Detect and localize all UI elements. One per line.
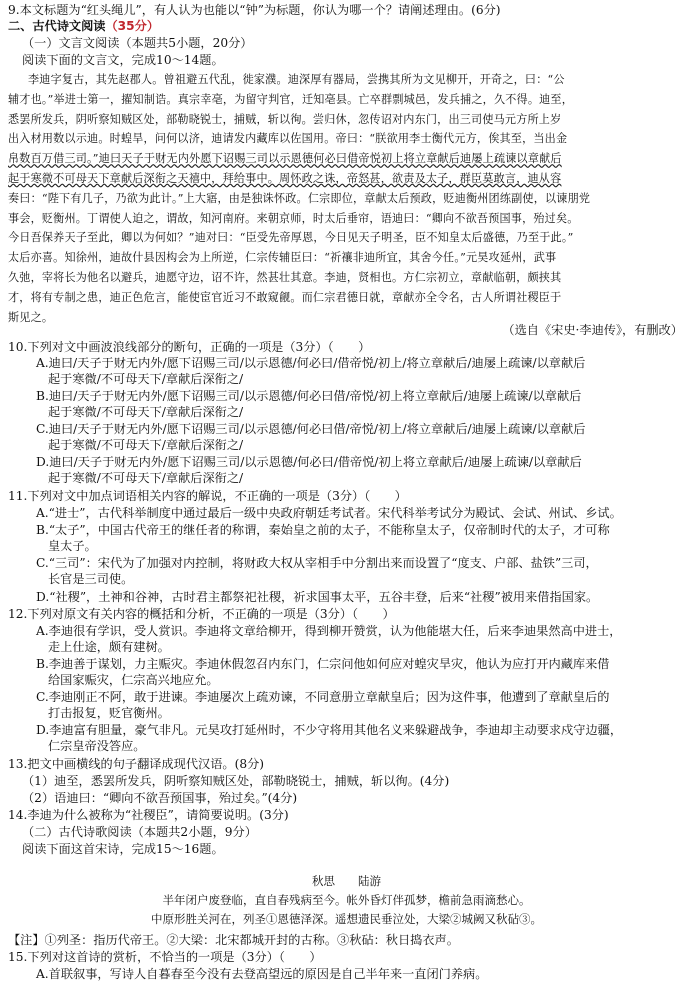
q13-item-1: （1）迪至，悉罢所发兵，阴听察知贼区处，部勒晓锐士，捕贼，斩以徇。(4分) xyxy=(22,774,450,788)
q10-option-d-cont: 起于寒微/不可母天下/章献后深衔之/ xyxy=(48,471,244,485)
q12-option-b[interactable]: B.李迪善于谋划，力主赈灾。李迪休假忽召内东门，仁宗问他如何应对蝗灾旱灾，他认为应打开内藏库来借 xyxy=(36,657,610,671)
q11-option-c[interactable]: C.“三司”：宋代为了加强对内控制，将财政大权从宰相手中分割出来而设置了“度支、户部、盐铁”三司， xyxy=(36,556,598,570)
section-heading-classical: 二、古代诗文阅读（35分） xyxy=(8,19,160,33)
passage-line-wavy: 起于寒微不可母天下章献后深衔之天禧中，拜给事中。周怀政之诛，帝怒甚，欲责及太子，群臣莫敢言，迪从容 xyxy=(8,171,562,185)
q12-option-d-cont: 仁宗皇帝没答应。 xyxy=(48,739,146,753)
q11-option-b[interactable]: B.“太子”，中国古代帝王的继任者的称谓，秦始皇之前的太子，不能称皇太子，仅帝制时代的太子，才可称 xyxy=(36,523,610,537)
question-9: 9.本文标题为“红头绳儿”，有人认为也能以“钟”为标题，你认为哪一个？请阐述理由。(6分) xyxy=(8,3,501,17)
passage-line: 奏曰：“陛下有几子，乃欲为此计。”上大寤，由是独诛怀政。仁宗即位，章献太后预政，贬迪衡州团练副使，以谏朋党 xyxy=(8,191,591,205)
q12-option-a[interactable]: A.李迪很有学识，受人赏识。李迪将文章给柳开，得到柳开赞赏，认为他能堪大任，后来李迪果然高中进士， xyxy=(36,624,622,638)
q11-option-a[interactable]: A.“进士”，古代科举制度中通过最后一级中央政府朝廷考试者。宋代科举考试分为殿试、会试、州试、乡试。 xyxy=(36,506,622,520)
poem-line-1: 半年闭户废登临，直自春残病至今。帐外昏灯伴孤梦，檐前急雨滴愁心。 xyxy=(162,893,531,907)
passage-line: 今日吾保养天子至此，卿以为何如？”迪对曰：“臣受先帝厚恩，今日见天子明圣，臣不知皇太后盛德，乃至于此。” xyxy=(8,231,574,245)
question-15: 15.下列对这首诗的赏析，不恰当的一项是（3分）（ ） xyxy=(8,950,322,964)
q13-item-2: （2）语迪曰：“卿向不欲吾预国事，殆过矣。”(4分) xyxy=(22,791,298,805)
passage-line: 太后亦喜。知徐州，迪故什县因构会为上所逆，仁宗传辅臣曰：“祈禳非迪所宜，其舍今任。”元昊攻延州，武事 xyxy=(8,251,557,265)
q10-option-b-cont: 起于寒微/不可母天下/章献后深衔之/ xyxy=(48,405,244,419)
q10-option-d[interactable]: D.迪曰/天子于财无内外/愿下诏赐三司/以示恩德/何必曰/借帝悦/初上将立章献后/迪屡上疏谏/以章献后 xyxy=(36,455,582,469)
question-11: 11.下列对文中加点词语相关内容的解说，不正确的一项是（3分）（ ） xyxy=(8,489,407,503)
section-score: （35分） xyxy=(105,19,160,33)
instruction-prose: 阅读下面的文言文，完成10～14题。 xyxy=(22,53,224,67)
poem-line-2: 中原形胜关河在，列圣①恩德泽深。遥想遗民垂泣处，大梁②城阙又秋砧③。 xyxy=(151,912,542,926)
q11-option-d[interactable]: D.“社稷”，土神和谷神，古时君主都祭祀社稷，祈求国事太平，五谷丰登，后来“社稷”被用来借指国家。 xyxy=(36,590,599,604)
passage-line: 斯见之。 xyxy=(8,310,54,324)
passage-line: 出入材用数以示迪。时蝗旱，问何以济，迪请发内藏库以佐国用。帝曰：“朕欲用李士衡代元方，俟其至，当出金 xyxy=(8,132,568,146)
question-10: 10.下列对文中画波浪线部分的断句，正确的一项是（3分）（ ） xyxy=(8,340,371,354)
q10-option-c-cont: 起于寒微/不可母天下/章献后深衔之/ xyxy=(48,438,244,452)
classical-passage xyxy=(8,70,684,327)
question-14: 14.李迪为什么被称为“社稷臣”，请简要说明。(3分) xyxy=(8,808,289,822)
passage-line: 悉罢所发兵，阴听察知贼区处，部勒晓锐士，捕贼，斩以徇。尝归休，忽传诏对内东门，出三司使马元方所上岁 xyxy=(8,112,562,126)
passage-source: （选自《宋史·李迪传》，有删改） xyxy=(502,323,683,337)
poem-note: 【注】①列圣：指历代帝王。②大梁：北宋都城开封的古称。③秋砧：秋日捣衣声。 xyxy=(8,933,459,947)
passage-line: 久弛，宰将长为他名以避兵，迪愿守边，诏不许，然甚壮其意。李迪，贤相也。方仁宗初立，章献临朝，颇挟其 xyxy=(8,270,562,284)
subsection-classical-prose: （一）文言文阅读（本题共5小题，20分） xyxy=(22,36,253,50)
q15-option-a[interactable]: A.首联叙事，写诗人自暮春至今没有去登高望远的原因是自己半年来一直闭门养病。 xyxy=(36,967,488,981)
q10-option-c[interactable]: C.迪曰/天子于财无内外/愿下诏赐三司/以示恩德/何必曰借/帝悦/初上/将立章献后/迪屡上疏谏/以章献后 xyxy=(36,422,586,436)
passage-line: 辅才也。”举进士第一，擢知制诰。真宗幸亳，为留守判官，迁知亳县。亡卒群剽城邑，发兵捕之，久不得。迪至， xyxy=(8,92,574,106)
question-12: 12.下列对原文有关内容的概括和分析，不正确的一项是（3分）（ ） xyxy=(8,607,395,621)
question-13: 13.把文中画横线的句子翻译成现代汉语。(8分) xyxy=(8,757,265,771)
q12-option-a-cont: 走上仕途，颇有建树。 xyxy=(48,640,170,654)
passage-line: 李迪字复古，其先赵郡人。曾祖避五代乱，徙家濮。迪深厚有器局，尝携其所为文见柳开，开奇之，曰：“公 xyxy=(28,73,565,86)
q10-option-a[interactable]: A.迪曰/天子于财无内外/愿下诏赐三司/以示恩德/何必曰/借帝悦/初上/将立章献后/迪屡上疏谏/以章献后 xyxy=(36,356,586,370)
q10-option-a-cont: 起于寒微/不可母天下/章献后深衔之/ xyxy=(48,372,244,386)
q12-option-d[interactable]: D.李迪富有胆量，豪气非凡。元昊攻打延州时，不少守将用其他名义来躲避战争，李迪却主动要求戍守边疆， xyxy=(36,723,623,737)
q12-option-c[interactable]: C.李迪刚正不阿，敢于进谏。李迪屡次上疏劝谏，不同意册立章献皇后；因为这件事，他遭到了章献皇后的 xyxy=(36,690,610,704)
q12-option-b-cont: 给国家赈灾，仁宗高兴地应允。 xyxy=(48,673,219,687)
subsection-poetry: （二）古代诗歌阅读（本题共2小题，9分） xyxy=(22,825,257,839)
poem-title: 秋思 陆游 xyxy=(312,874,381,888)
q11-option-b-cont: 皇太子。 xyxy=(48,539,97,553)
passage-line: 事会，贬衡州。丁谓使人迫之，谓故，知河南府。来朝京师，时太后垂帘，语迪曰：“卿向不欲吾预国事，殆过矣。 xyxy=(8,211,579,225)
q12-option-c-cont: 打击报复，贬官衡州。 xyxy=(48,706,170,720)
q10-option-b[interactable]: B.迪曰/天子于财无内外/愿下诏赐三司/以示恩德/何必曰借/帝悦/初上将立章献后/迪屡上疏谏/以章献后 xyxy=(36,389,582,403)
q11-option-c-cont: 长官是三司使。 xyxy=(48,572,134,586)
passage-line: 才，将有专制之患，迪正色危言，能使宦官近习不敢窥觎。而仁宗君德日就，章献亦全令名，古人所谓社稷臣于 xyxy=(8,290,562,304)
instruction-poetry: 阅读下面这首宋诗，完成15～16题。 xyxy=(22,842,224,856)
passage-line-wavy: 帛数百万借三司。”迪曰天子于财无内外愿下诏赐三司以示恩德何必曰借帝悦初上将立章献后迪屡上疏谏以章献后 xyxy=(8,152,562,166)
